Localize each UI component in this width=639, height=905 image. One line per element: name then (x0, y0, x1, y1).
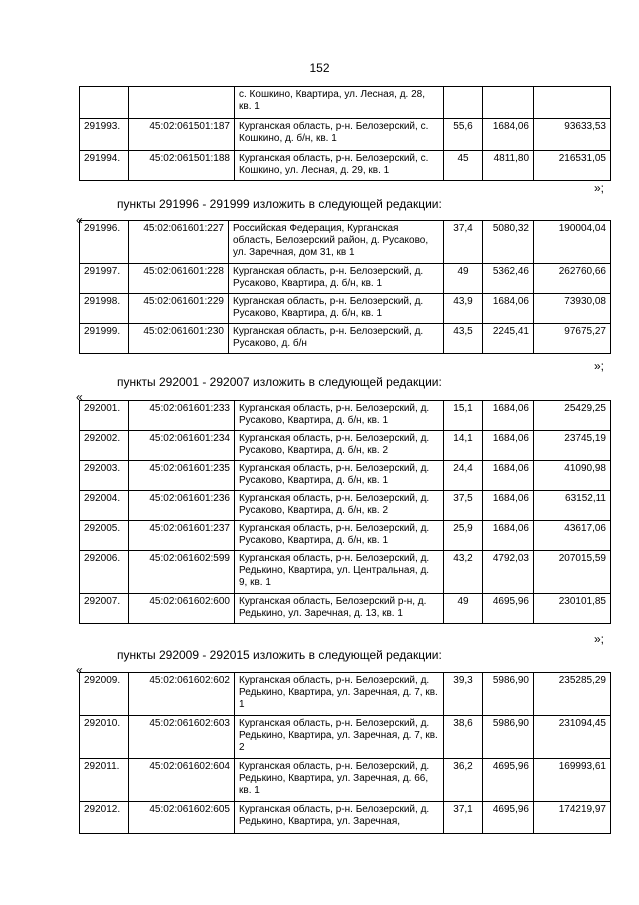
registry-table-2 (79, 220, 611, 354)
table-row (80, 461, 611, 491)
address: Курганская область, р-н. Белозерский, д. Редькино, Квартира, ул. Заречная, (235, 802, 444, 834)
rate: 1684,06 (483, 491, 534, 521)
row-number: 292010. (80, 716, 129, 759)
address: Курганская область, р-н. Белозерский, с. Кошкино, ул. Лесная, д. 29, кв. 1 (235, 151, 444, 181)
address: Курганская область, р-н. Белозерский, д. Русаково, Квартира, д. б/н, кв. 1 (235, 401, 444, 431)
row-number: 291994. (80, 151, 129, 181)
table-row (80, 264, 611, 294)
value: 230101,85 (534, 594, 611, 624)
cadastral-number: 45:02:061601:227 (129, 221, 229, 264)
row-number: 292005. (80, 521, 129, 551)
cadastral-number: 45:02:061601:228 (129, 264, 229, 294)
rate (483, 87, 534, 119)
registry-table-3 (79, 400, 611, 624)
address: Курганская область, р-н. Белозерский, д. Русаково, Квартира, д. б/н, кв. 1 (229, 294, 444, 324)
value: 25429,25 (534, 401, 611, 431)
row-number: 291993. (80, 119, 129, 151)
row-number: 291997. (80, 264, 129, 294)
cadastral-number: 45:02:061501:187 (129, 119, 235, 151)
row-number: 292006. (80, 551, 129, 594)
cadastral-number: 45:02:061602:605 (129, 802, 235, 834)
address: Российская Федерация, Курганская область, Белозерский район, д. Русаково, ул. Заречная, дом 31, кв 1 (229, 221, 444, 264)
cadastral-number: 45:02:061602:602 (129, 673, 235, 716)
row-number: 291996. (80, 221, 129, 264)
row-number: 292009. (80, 673, 129, 716)
table-row (80, 716, 611, 759)
value: 23745,19 (534, 431, 611, 461)
area: 43,9 (444, 294, 483, 324)
address: Курганская область, р-н. Белозерский, д. Редькино, Квартира, ул. Заречная, д. 7, кв. 2 (235, 716, 444, 759)
table-row (80, 673, 611, 716)
address: Курганская область, р-н. Белозерский, д. Русаково, Квартира, д. б/н, кв. 2 (235, 491, 444, 521)
area: 43,2 (444, 551, 483, 594)
rate: 1684,06 (483, 431, 534, 461)
cadastral-number: 45:02:061601:235 (129, 461, 235, 491)
table-row (80, 119, 611, 151)
value: 169993,61 (534, 759, 611, 802)
rate: 4695,96 (483, 594, 534, 624)
address: Курганская область, р-н. Белозерский, д. Русаково, Квартира, д. б/н, кв. 1 (229, 264, 444, 294)
area: 45 (444, 151, 483, 181)
address: Курганская область, р-н. Белозерский, д. Редькино, Квартира, ул. Центральная, д. 9, кв. 1 (235, 551, 444, 594)
cadastral-number: 45:02:061601:236 (129, 491, 235, 521)
area: 37,5 (444, 491, 483, 521)
cadastral-number: 45:02:061602:603 (129, 716, 235, 759)
area: 55,6 (444, 119, 483, 151)
area: 25,9 (444, 521, 483, 551)
rate: 1684,06 (483, 119, 534, 151)
area: 15,1 (444, 401, 483, 431)
area: 49 (444, 594, 483, 624)
area: 24,4 (444, 461, 483, 491)
table-row (80, 151, 611, 181)
row-number: 292002. (80, 431, 129, 461)
area: 43,5 (444, 324, 483, 354)
value: 73930,08 (534, 294, 611, 324)
cadastral-number (129, 87, 235, 119)
amendment-paragraph: пункты 291996 - 291999 изложить в следующей редакции: (117, 197, 442, 211)
row-number: 292001. (80, 401, 129, 431)
area (444, 87, 483, 119)
cadastral-number: 45:02:061601:229 (129, 294, 229, 324)
row-number: 292004. (80, 491, 129, 521)
opening-quote: « (76, 390, 83, 404)
rate: 4792,03 (483, 551, 534, 594)
value: 190004,04 (534, 221, 611, 264)
closing-quote: »; (594, 632, 605, 646)
table-row (80, 294, 611, 324)
address: Курганская область, р-н. Белозерский, д. Русаково, д. б/н (229, 324, 444, 354)
table-row (80, 401, 611, 431)
value: 97675,27 (534, 324, 611, 354)
rate: 2245,41 (483, 324, 534, 354)
rate: 1684,06 (483, 521, 534, 551)
amendment-paragraph: пункты 292009 - 292015 изложить в следующей редакции: (117, 648, 442, 662)
row-number: 292003. (80, 461, 129, 491)
rate: 1684,06 (483, 294, 534, 324)
closing-quote: »; (594, 181, 605, 195)
rate: 5080,32 (483, 221, 534, 264)
closing-quote: »; (594, 359, 605, 373)
row-number: 291998. (80, 294, 129, 324)
value: 262760,66 (534, 264, 611, 294)
value: 216531,05 (534, 151, 611, 181)
cadastral-number: 45:02:061602:600 (129, 594, 235, 624)
cadastral-number: 45:02:061601:234 (129, 431, 235, 461)
value: 93633,53 (534, 119, 611, 151)
table-row (80, 551, 611, 594)
rate: 4695,96 (483, 759, 534, 802)
address: Курганская область, р-н. Белозерский, д. Русаково, Квартира, д. б/н, кв. 1 (235, 461, 444, 491)
address: Курганская область, р-н. Белозерский, д. Редькино, Квартира, ул. Заречная, д. 66, кв. 1 (235, 759, 444, 802)
value: 174219,97 (534, 802, 611, 834)
rate: 5986,90 (483, 716, 534, 759)
address: Курганская область, р-н. Белозерский, с. Кошкино, д. б/н, кв. 1 (235, 119, 444, 151)
area: 49 (444, 264, 483, 294)
rate: 5362,46 (483, 264, 534, 294)
table-row (80, 521, 611, 551)
cadastral-number: 45:02:061602:604 (129, 759, 235, 802)
row-number: 292007. (80, 594, 129, 624)
registry-table-4 (79, 672, 611, 834)
value: 63152,11 (534, 491, 611, 521)
address: Курганская область, р-н. Белозерский, д. Редькино, Квартира, ул. Заречная, д. 7, кв. 1 (235, 673, 444, 716)
table-row (80, 324, 611, 354)
value: 231094,45 (534, 716, 611, 759)
table-row (80, 491, 611, 521)
table-row (80, 87, 611, 119)
area: 39,3 (444, 673, 483, 716)
row-number: 291999. (80, 324, 129, 354)
address: Курганская область, р-н. Белозерский, д. Русаково, Квартира, д. б/н, кв. 2 (235, 431, 444, 461)
table-row (80, 221, 611, 264)
rate: 1684,06 (483, 401, 534, 431)
cadastral-number: 45:02:061601:237 (129, 521, 235, 551)
cadastral-number: 45:02:061601:230 (129, 324, 229, 354)
cadastral-number: 45:02:061602:599 (129, 551, 235, 594)
opening-quote: « (76, 213, 83, 227)
rate: 1684,06 (483, 461, 534, 491)
amendment-paragraph: пункты 292001 - 292007 изложить в следующей редакции: (117, 375, 442, 389)
area: 38,6 (444, 716, 483, 759)
row-number: 292011. (80, 759, 129, 802)
cadastral-number: 45:02:061601:233 (129, 401, 235, 431)
cadastral-number: 45:02:061501:188 (129, 151, 235, 181)
table-row (80, 759, 611, 802)
table-row (80, 431, 611, 461)
rate: 4811,80 (483, 151, 534, 181)
rate: 5986,90 (483, 673, 534, 716)
table-row (80, 802, 611, 834)
address: Курганская область, р-н. Белозерский, д. Русаково, Квартира, д. б/н, кв. 1 (235, 521, 444, 551)
page-number: 152 (309, 61, 330, 75)
table-row (80, 594, 611, 624)
opening-quote: « (76, 663, 83, 677)
value: 43617,06 (534, 521, 611, 551)
rate: 4695,96 (483, 802, 534, 834)
value: 235285,29 (534, 673, 611, 716)
area: 37,4 (444, 221, 483, 264)
row-number: 292012. (80, 802, 129, 834)
value: 41090,98 (534, 461, 611, 491)
value: 207015,59 (534, 551, 611, 594)
value (534, 87, 611, 119)
area: 37,1 (444, 802, 483, 834)
area: 36,2 (444, 759, 483, 802)
address: Курганская область, Белозерский р-н, д. Редькино, ул. Заречная, д. 13, кв. 1 (235, 594, 444, 624)
row-number (80, 87, 129, 119)
area: 14,1 (444, 431, 483, 461)
registry-table-1 (79, 86, 611, 181)
address: с. Кошкино, Квартира, ул. Лесная, д. 28, кв. 1 (235, 87, 444, 119)
